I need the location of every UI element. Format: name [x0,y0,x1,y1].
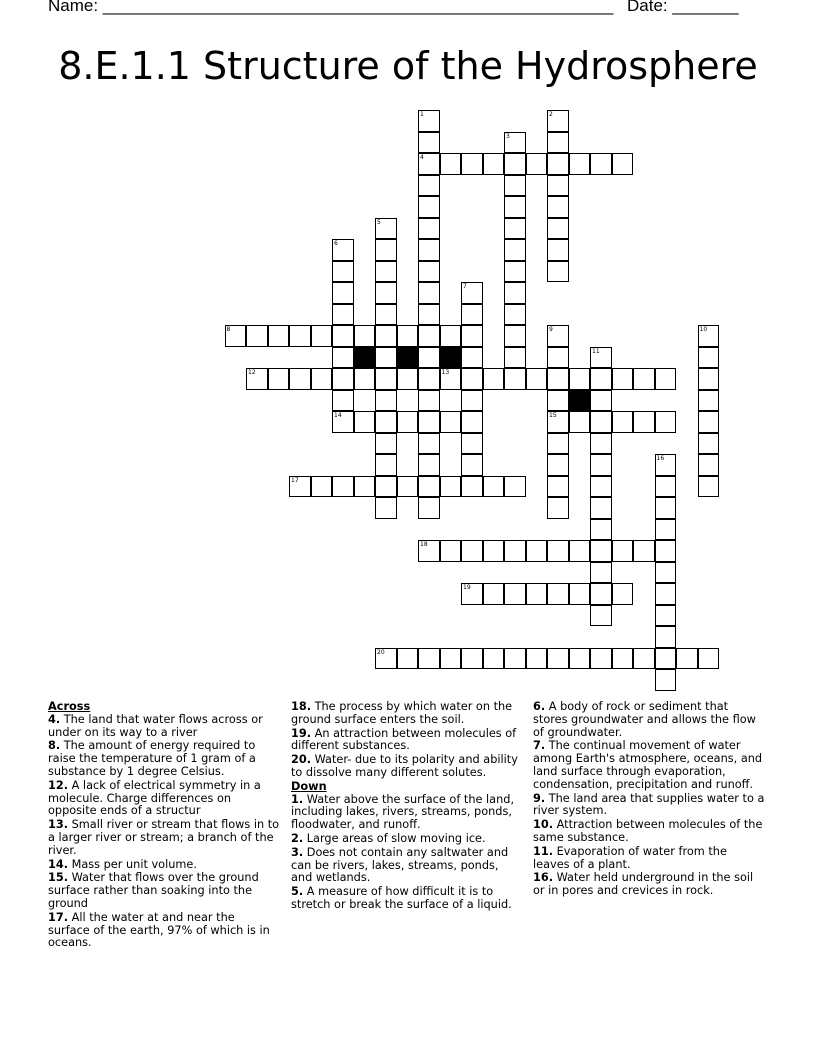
grid-cell[interactable] [698,454,720,476]
grid-cell[interactable] [397,411,419,433]
clue-num: 6. [533,700,546,713]
clue-text: All the water at and near the surface of the earth, 97% of which is in oceans. [48,910,270,950]
grid-cell[interactable] [698,411,720,433]
grid-cell[interactable] [547,153,569,175]
clue-number: 8 [226,326,231,333]
grid-cell[interactable] [461,411,483,433]
clue-item [291,701,523,727]
grid-cell[interactable] [547,196,569,218]
grid-cell[interactable] [590,454,612,476]
grid-cell[interactable] [612,540,634,562]
grid-cell[interactable] [397,368,419,390]
grid-cell[interactable] [332,239,354,261]
grid-cell[interactable] [590,519,612,541]
clue-text: Small river or stream that flows in to a larger river or stream; a branch of the river. [48,818,280,857]
grid-cell[interactable] [526,540,548,562]
grid-cell[interactable] [612,648,634,670]
grid-cell[interactable] [547,239,569,261]
down-heading: Down [291,779,327,793]
grid-cell[interactable] [590,605,612,627]
grid-cell[interactable] [246,368,268,390]
grid-cell[interactable] [225,325,247,347]
grid-cell[interactable] [461,433,483,455]
grid-cell[interactable] [332,368,354,390]
grid-cell[interactable] [461,648,483,670]
grid-cell[interactable] [504,153,526,175]
grid-cell[interactable] [418,368,440,390]
grid-cell[interactable] [612,583,634,605]
grid-cell[interactable] [332,411,354,433]
clue-num: 12. [48,778,69,792]
clue-number: 12 [248,369,256,376]
grid-cell[interactable] [590,347,612,369]
clue-item [533,872,765,898]
grid-cell[interactable] [418,218,440,240]
grid-cell[interactable] [504,368,526,390]
grid-cell[interactable] [526,583,548,605]
grid-cell[interactable] [547,583,569,605]
grid-cell[interactable] [397,648,419,670]
grid-cell[interactable] [655,669,677,691]
clue-number: 20 [377,648,385,656]
grid-cell[interactable] [547,347,569,369]
grid-cell[interactable] [418,196,440,218]
grid-cell[interactable] [332,390,354,412]
grid-cell[interactable] [418,304,440,326]
clue-item [533,846,765,872]
clue-text: Water- due to its polarity and ability to dissolve many different solutes. [291,753,518,779]
grid-cell[interactable] [633,411,655,433]
clue-num: 10. [533,818,554,832]
clue-num: 4. [48,712,61,726]
clue-item [533,701,765,739]
clue-text: The continual movement of water among Earth's atmosphere, oceans, and land surface through evaporation, condensation, precipitation and runoff. [533,739,763,791]
grid-cell[interactable] [504,540,526,562]
grid-cell[interactable] [547,476,569,498]
grid-cell[interactable] [268,325,290,347]
grid-cell[interactable] [418,325,440,347]
clue-num: 2. [291,831,304,845]
grid-cell[interactable] [440,411,462,433]
grid-cell[interactable] [461,583,483,605]
clue-item [291,728,523,754]
clue-number: 7 [463,283,467,290]
name-field[interactable]: Name: ______________________________________________________ [48,0,614,15]
clue-number: 4 [420,154,424,161]
grid-cell[interactable] [590,648,612,670]
clue-item [48,714,280,740]
clue-item [48,912,280,950]
clues-column-1 [48,701,280,951]
grid-cell[interactable] [461,476,483,498]
grid-cell[interactable] [526,153,548,175]
grid-cell[interactable] [526,368,548,390]
clue-text: A measure of how difficult it is to stretch or break the surface of a liquid. [291,885,512,911]
grid-cell[interactable] [569,540,591,562]
grid-cell[interactable] [504,583,526,605]
grid-cell[interactable] [418,110,440,132]
grid-cell[interactable] [440,648,462,670]
clue-number: 3 [506,132,510,140]
grid-cell[interactable] [418,433,440,455]
grid-cell[interactable] [332,304,354,326]
clue-number: 15 [549,412,557,419]
grid-cell[interactable] [655,368,677,390]
grid-cell[interactable] [547,261,569,283]
grid-cell[interactable] [418,261,440,283]
grid-cell[interactable] [375,218,397,240]
clue-num: 7. [533,739,546,753]
grid-cell[interactable] [418,175,440,197]
grid-cell[interactable] [483,368,505,390]
grid-cell[interactable] [461,325,483,347]
grid-cell[interactable] [289,368,311,390]
grid-cell[interactable] [526,648,548,670]
grid-cell[interactable] [590,583,612,605]
grid-cell[interactable] [461,282,483,304]
grid-cell[interactable] [311,368,333,390]
clue-item [533,740,765,791]
clue-number: 11 [592,347,600,355]
grid-cell[interactable] [655,562,677,584]
clue-text: The process by which water on the ground surface enters the soil. [291,700,513,726]
grid-cell[interactable] [375,497,397,519]
grid-cell[interactable] [655,540,677,562]
grid-cell[interactable] [311,476,333,498]
grid-cell[interactable] [655,583,677,605]
grid-cell[interactable] [418,497,440,519]
clues-column-2 [291,701,523,913]
grid-cell[interactable] [332,476,354,498]
grid-cell[interactable] [440,540,462,562]
clue-text: An attraction between molecules of different substances. [291,726,517,753]
clue-number: 16 [656,455,665,462]
grid-cell[interactable] [655,476,677,498]
clue-text: A lack of electrical symmetry in a molecule. Charge differences on opposite ends of a structur [48,778,261,818]
grid-cell[interactable] [698,648,720,670]
clue-text: Evaporation of water from the leaves of a plant. [533,844,727,871]
clue-text: Does not contain any saltwater and can be rivers, lakes, streams, ponds, and wetlands. [291,845,509,885]
grid-cell[interactable] [547,110,569,132]
grid-cell[interactable] [461,454,483,476]
grid-cell[interactable] [461,390,483,412]
clue-text: Large areas of slow moving ice. [303,831,486,845]
clue-number: 13 [441,369,450,376]
grid-cell[interactable] [418,476,440,498]
grid-cell[interactable] [375,325,397,347]
clue-num: 13. [48,818,69,832]
grid-cell[interactable] [461,153,483,175]
grid-cell[interactable] [418,411,440,433]
clue-item [533,793,765,819]
across-heading: Across [48,700,91,713]
grid-cell[interactable] [375,347,397,369]
clue-item [533,819,765,845]
grid-cell[interactable] [397,476,419,498]
grid-cell[interactable] [397,325,419,347]
grid-cell[interactable] [590,476,612,498]
grid-cell[interactable] [655,648,677,670]
grid-cell[interactable] [375,433,397,455]
grid-cell[interactable] [354,325,376,347]
grid-cell[interactable] [569,153,591,175]
grid-cell[interactable] [698,390,720,412]
grid-cell[interactable] [655,497,677,519]
grid-cell[interactable] [698,368,720,390]
grid-cell[interactable] [547,325,569,347]
grid-cell[interactable] [418,540,440,562]
grid-cell[interactable] [375,454,397,476]
clue-item [48,819,280,857]
grid-cell[interactable] [590,368,612,390]
grid-cell[interactable] [547,648,569,670]
grid-cell[interactable] [504,132,526,154]
clues-column-3 [533,701,765,899]
grid-cell[interactable] [590,562,612,584]
clue-item [48,859,280,872]
grid-cell[interactable] [633,540,655,562]
clue-text: The land area that supplies water to a river system. [533,791,765,818]
grid-cell[interactable] [547,132,569,154]
grid-cell[interactable] [590,433,612,455]
grid-cell[interactable] [547,454,569,476]
grid-cell[interactable] [655,626,677,648]
grid-cell[interactable] [676,648,698,670]
grid-cell[interactable] [590,411,612,433]
grid-cell[interactable] [504,304,526,326]
grid-cell[interactable] [612,153,634,175]
grid-cell[interactable] [547,433,569,455]
grid-cell[interactable] [440,325,462,347]
grid-cell[interactable] [547,175,569,197]
clue-number: 19 [463,584,471,591]
block-cell [397,347,419,369]
clue-item [291,833,523,846]
clue-number: 9 [549,326,553,333]
grid-cell[interactable] [504,196,526,218]
clue-text: The amount of energy required to raise the temperature of 1 gram of a substance by 1 degree Celsius. [48,739,256,778]
grid-cell[interactable] [332,325,354,347]
clue-number: 2 [549,111,553,118]
clue-num: 19. [291,726,312,740]
grid-cell[interactable] [375,390,397,412]
clue-num: 1. [291,792,304,806]
grid-cell[interactable] [483,648,505,670]
grid-cell[interactable] [483,540,505,562]
clue-text: Water above the surface of the land, including lakes, rivers, streams, ponds, floodwater, and runoff. [291,792,515,832]
clue-num: 5. [291,885,304,899]
grid-cell[interactable] [375,239,397,261]
clue-item [291,754,523,780]
grid-cell[interactable] [418,132,440,154]
grid-cell[interactable] [504,282,526,304]
clue-text: Attraction between molecules of the same substance. [533,818,763,844]
header [48,0,748,20]
grid-cell[interactable] [418,347,440,369]
grid-cell[interactable] [332,261,354,283]
grid-cell[interactable] [332,347,354,369]
grid-cell[interactable] [461,347,483,369]
grid-cell[interactable] [655,605,677,627]
grid-cell[interactable] [483,153,505,175]
grid-cell[interactable] [375,368,397,390]
clue-num: 15. [48,871,69,885]
clue-num: 3. [291,845,304,859]
clue-num: 18. [291,700,312,713]
grid-cell[interactable] [698,325,720,347]
grid-cell[interactable] [268,368,290,390]
grid-cell[interactable] [698,347,720,369]
clue-item [291,847,523,885]
grid-cell[interactable] [590,390,612,412]
clue-number: 5 [377,218,381,226]
clue-text: Water that flows over the ground surface rather than soaking into the ground [48,871,259,910]
grid-cell[interactable] [461,368,483,390]
grid-cell[interactable] [375,648,397,670]
clue-number: 6 [334,240,338,247]
clue-text: A body of rock or sediment that stores groundwater and allows the flow of groundwater. [533,700,756,739]
grid-cell[interactable] [655,519,677,541]
grid-cell[interactable] [612,411,634,433]
grid-cell[interactable] [375,411,397,433]
clue-text: Mass per unit volume. [68,857,197,871]
grid-cell[interactable] [655,454,677,476]
grid-cell[interactable] [375,261,397,283]
grid-cell[interactable] [354,476,376,498]
grid-cell[interactable] [569,648,591,670]
clue-number: 18 [420,541,428,548]
grid-cell[interactable] [504,648,526,670]
page-title: 8.E.1.1 Structure of the Hydrosphere [58,44,758,88]
grid-cell[interactable] [375,476,397,498]
grid-cell[interactable] [246,325,268,347]
clue-num: 11. [533,844,554,858]
grid-cell[interactable] [504,218,526,240]
grid-cell[interactable] [655,411,677,433]
grid-cell[interactable] [612,368,634,390]
grid-cell[interactable] [590,497,612,519]
grid-cell[interactable] [375,304,397,326]
clue-num: 16. [533,871,554,885]
grid-cell[interactable] [354,411,376,433]
grid-cell[interactable] [483,583,505,605]
clue-number: 1 [420,111,424,118]
grid-cell[interactable] [569,583,591,605]
grid-cell[interactable] [418,390,440,412]
grid-cell[interactable] [440,368,462,390]
clue-item [48,740,280,778]
clue-num: 8. [48,739,61,753]
clue-text: The land that water flows across or under on its way to a river [48,712,263,739]
grid-cell[interactable] [289,476,311,498]
grid-cell[interactable] [418,454,440,476]
clue-item [48,780,280,818]
grid-cell[interactable] [547,497,569,519]
grid-cell[interactable] [375,282,397,304]
grid-cell[interactable] [504,325,526,347]
grid-cell[interactable] [547,368,569,390]
grid-cell[interactable] [590,153,612,175]
grid-cell[interactable] [483,476,505,498]
grid-cell[interactable] [461,540,483,562]
clue-item [291,886,523,912]
clue-number: 17 [291,476,299,484]
grid-cell[interactable] [418,282,440,304]
clue-item [48,872,280,910]
grid-cell[interactable] [569,368,591,390]
grid-cell[interactable] [633,368,655,390]
grid-cell[interactable] [590,540,612,562]
clue-item [291,794,523,832]
grid-cell[interactable] [354,368,376,390]
grid-cell[interactable] [504,175,526,197]
date-field[interactable]: Date: _______ [627,0,739,15]
grid-cell[interactable] [569,411,591,433]
grid-cell[interactable] [504,476,526,498]
grid-cell[interactable] [504,347,526,369]
grid-cell[interactable] [547,411,569,433]
grid-cell[interactable] [289,325,311,347]
grid-cell[interactable] [698,433,720,455]
grid-cell[interactable] [698,476,720,498]
block-cell [569,390,591,412]
grid-cell[interactable] [440,153,462,175]
clue-text: Water held underground in the soil or in pores and crevices in rock. [533,871,754,898]
block-cell [354,347,376,369]
grid-cell[interactable] [461,304,483,326]
grid-cell[interactable] [418,648,440,670]
grid-cell[interactable] [418,239,440,261]
grid-cell[interactable] [504,261,526,283]
grid-cell[interactable] [418,153,440,175]
clue-num: 9. [533,791,546,805]
block-cell [440,347,462,369]
grid-cell[interactable] [547,540,569,562]
grid-cell[interactable] [504,239,526,261]
grid-cell[interactable] [440,476,462,498]
clue-num: 17. [48,910,69,924]
grid-cell[interactable] [332,282,354,304]
clue-num: 14. [48,857,69,871]
grid-cell[interactable] [547,218,569,240]
clue-number: 14 [334,412,342,419]
grid-cell[interactable] [547,390,569,412]
clue-num: 20. [291,753,312,767]
grid-cell[interactable] [633,648,655,670]
grid-cell[interactable] [311,325,333,347]
clue-number: 10 [699,326,708,333]
